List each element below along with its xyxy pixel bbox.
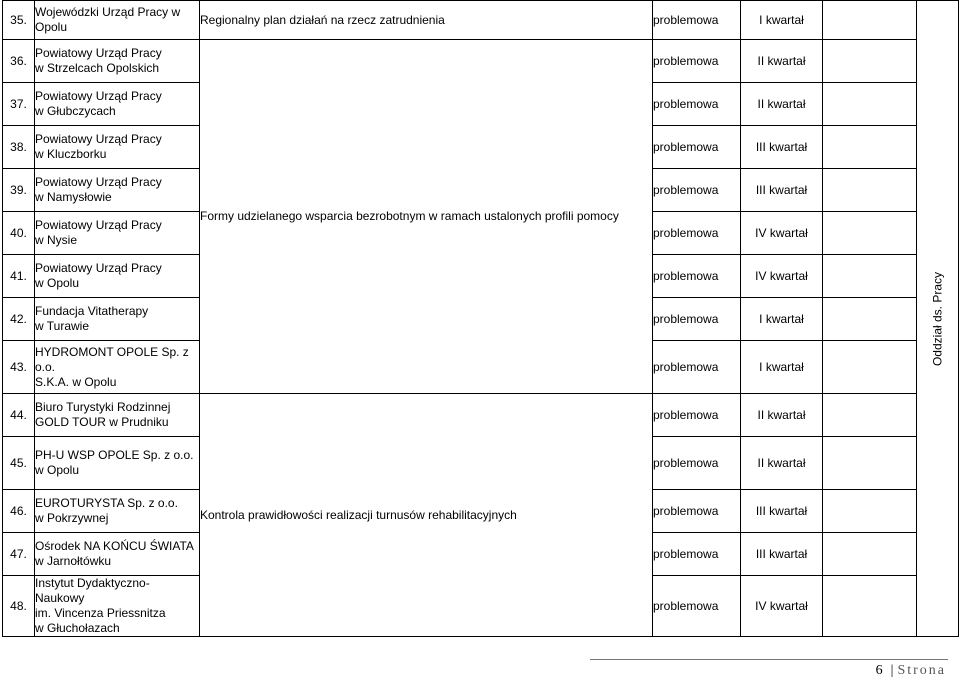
institution-line: Powiatowy Urząd Pracy <box>35 89 162 103</box>
page-separator: | <box>890 663 894 678</box>
page-label: Strona <box>897 663 946 678</box>
row-number: 48. <box>3 576 35 637</box>
institution-line: w Kluczborku <box>35 147 107 161</box>
empty-cell <box>823 341 917 394</box>
table-row <box>3 40 959 83</box>
inspection-type: problemowa <box>653 255 741 298</box>
inspection-type: problemowa <box>653 298 741 341</box>
institution-line: Powiatowy Urząd Pracy <box>35 218 162 232</box>
row-number: 42. <box>3 298 35 341</box>
task-description-rehab: Kontrola prawidłowości realizacji turnusów rehabilitacyjnych <box>200 394 653 637</box>
institution-line: Wojewódzki Urząd Pracy w Opolu <box>35 5 181 34</box>
empty-cell <box>823 394 917 437</box>
quarter: II kwartał <box>741 40 823 83</box>
empty-cell <box>823 255 917 298</box>
institution-name <box>35 576 200 637</box>
quarter: III kwartał <box>741 169 823 212</box>
institution-name <box>35 1 200 40</box>
table-row <box>3 394 959 437</box>
row-number: 38. <box>3 126 35 169</box>
task-description-pup: Formy udzielanego wsparcia bezrobotnym w ramach ustalonych profili pomocy <box>200 40 653 394</box>
institution-line: w Głuchołazach <box>35 621 120 635</box>
inspection-type: problemowa <box>653 341 741 394</box>
institution-name <box>35 83 200 126</box>
department-cell <box>917 1 959 637</box>
footer-rule <box>590 659 948 660</box>
inspection-type: problemowa <box>653 490 741 533</box>
institution-line: w Opolu <box>35 463 80 477</box>
inspection-type: problemowa <box>653 576 741 637</box>
row-number: 39. <box>3 169 35 212</box>
empty-cell <box>823 169 917 212</box>
institution-name <box>35 298 200 341</box>
quarter: II kwartał <box>741 394 823 437</box>
empty-cell <box>823 437 917 490</box>
institution-name <box>35 169 200 212</box>
institution-line: Powiatowy Urząd Pracy <box>35 132 162 146</box>
row-number: 37. <box>3 83 35 126</box>
row-number: 45. <box>3 437 35 490</box>
institution-line: Ośrodek NA KOŃCU ŚWIATA <box>35 539 194 553</box>
quarter: IV kwartał <box>741 255 823 298</box>
institution-line: Powiatowy Urząd Pracy <box>35 261 162 275</box>
inspection-type: problemowa <box>653 126 741 169</box>
empty-cell <box>823 298 917 341</box>
row-number: 35. <box>3 1 35 40</box>
page-number: 6 <box>875 663 883 678</box>
empty-cell <box>823 533 917 576</box>
institution-line: w Jarnołtówku <box>35 554 112 568</box>
institution-name <box>35 490 200 533</box>
inspection-type: problemowa <box>653 394 741 437</box>
empty-cell <box>823 40 917 83</box>
quarter: I kwartał <box>741 1 823 40</box>
inspection-type: problemowa <box>653 169 741 212</box>
row-number: 44. <box>3 394 35 437</box>
quarter: I kwartał <box>741 298 823 341</box>
task-description: Regionalny plan działań na rzecz zatrudnienia <box>200 1 653 40</box>
row-number: 41. <box>3 255 35 298</box>
quarter: III kwartał <box>741 126 823 169</box>
department-label: Oddział ds. Pracy <box>930 271 944 366</box>
row-number: 46. <box>3 490 35 533</box>
page-footer <box>876 663 946 679</box>
institution-line: w Głubczycach <box>35 104 116 118</box>
empty-cell <box>823 490 917 533</box>
institution-line: HYDROMONT OPOLE Sp. z o.o. <box>35 344 189 374</box>
quarter: I kwartał <box>741 341 823 394</box>
row-number: 36. <box>3 40 35 83</box>
institution-line: GOLD TOUR w Prudniku <box>35 415 169 429</box>
table-row <box>3 1 959 40</box>
institution-line: w Opolu <box>35 276 80 290</box>
quarter: IV kwartał <box>741 212 823 255</box>
institution-line: Powiatowy Urząd Pracy <box>35 46 162 60</box>
institution-line: Biuro Turystyki Rodzinnej <box>35 400 171 414</box>
inspection-type: problemowa <box>653 40 741 83</box>
inspection-type: problemowa <box>653 212 741 255</box>
institution-name <box>35 40 200 83</box>
empty-cell <box>823 212 917 255</box>
institution-name <box>35 212 200 255</box>
quarter: IV kwartał <box>741 576 823 637</box>
inspection-type: problemowa <box>653 1 741 40</box>
institution-name <box>35 126 200 169</box>
institution-name <box>35 533 200 576</box>
institution-line: w Turawie <box>35 319 90 333</box>
institution-line: im. Vincenza Priessnitza <box>35 606 166 620</box>
empty-cell <box>823 1 917 40</box>
institution-name <box>35 437 200 490</box>
row-number: 47. <box>3 533 35 576</box>
institution-line: w Nysie <box>35 233 78 247</box>
inspection-type: problemowa <box>653 533 741 576</box>
row-number: 40. <box>3 212 35 255</box>
quarter: III kwartał <box>741 490 823 533</box>
institution-line: w Strzelcach Opolskich <box>35 61 160 75</box>
inspection-plan-table <box>2 0 959 637</box>
institution-name <box>35 255 200 298</box>
quarter: II kwartał <box>741 83 823 126</box>
empty-cell <box>823 126 917 169</box>
row-number: 43. <box>3 341 35 394</box>
inspection-type: problemowa <box>653 437 741 490</box>
institution-line: Instytut Dydaktyczno-Naukowy <box>35 576 150 605</box>
institution-line: PH-U WSP OPOLE Sp. z o.o. <box>35 448 194 462</box>
institution-line: w Namysłowie <box>35 190 112 204</box>
institution-line: Powiatowy Urząd Pracy <box>35 175 162 189</box>
empty-cell <box>823 576 917 637</box>
institution-name <box>35 341 200 394</box>
empty-cell <box>823 83 917 126</box>
institution-name <box>35 394 200 437</box>
quarter: III kwartał <box>741 533 823 576</box>
quarter: II kwartał <box>741 437 823 490</box>
institution-line: Fundacja Vitatherapy <box>35 304 149 318</box>
institution-line: w Pokrzywnej <box>35 511 109 525</box>
institution-line: S.K.A. w Opolu <box>35 374 117 389</box>
inspection-type: problemowa <box>653 83 741 126</box>
institution-line: EUROTURYSTA Sp. z o.o. <box>35 496 178 510</box>
